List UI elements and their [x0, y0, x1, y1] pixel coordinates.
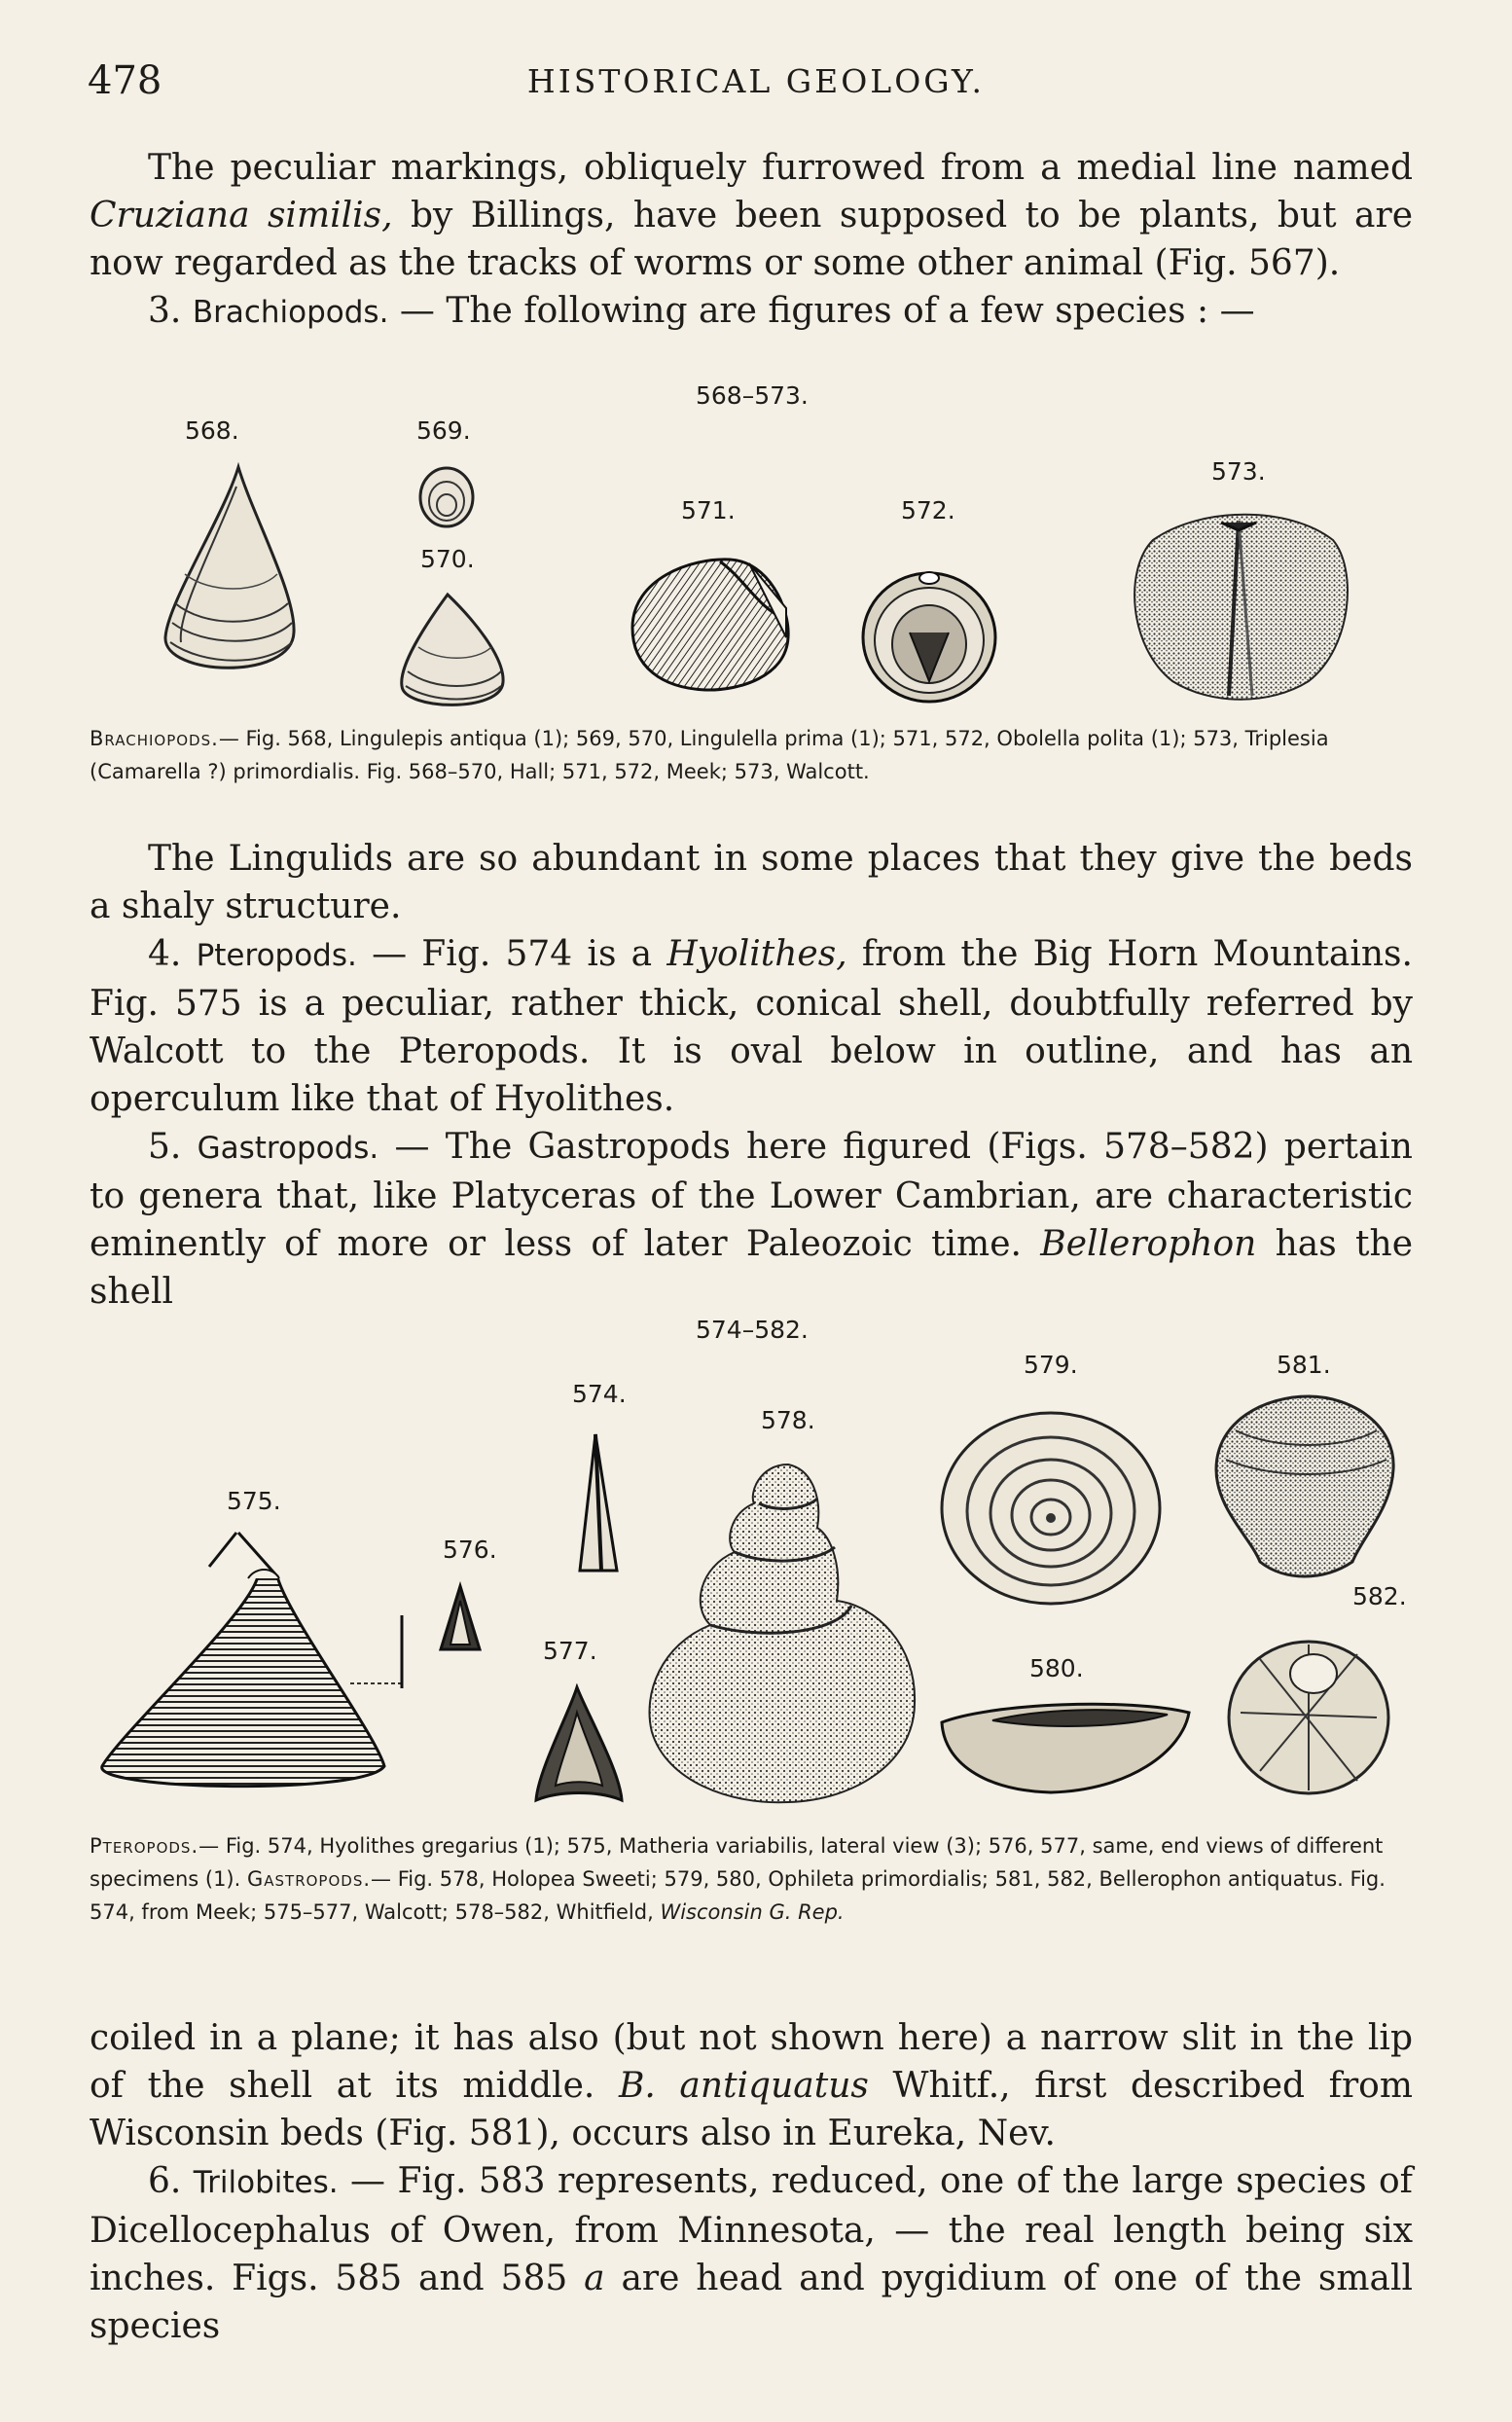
text: are head and pygidium of one of the small species	[90, 2259, 1413, 2346]
figure-caption-pteropods-gastropods	[90, 1829, 1413, 1929]
caption-heading: Gastropods.	[246, 1867, 372, 1891]
figure-label-581: 581.	[1277, 1351, 1331, 1379]
figure-label-578: 578.	[761, 1406, 815, 1434]
caption-text: — Fig. 574, Hyolithes gregarius (1); 575, Matheria variabilis, lateral view (3); 576, 577, same, end views of different specimens (1).	[90, 1834, 1384, 1891]
text: — Fig. 574 is a	[372, 934, 653, 974]
lingulella-small-illustration	[413, 462, 481, 530]
hyolithes-illustration	[574, 1430, 623, 1576]
figure-label-572: 572.	[901, 496, 955, 524]
figure-label-576: 576.	[443, 1536, 497, 1564]
italic-term: B. antiquatus	[618, 2066, 869, 2106]
figure-caption-brachiopods	[90, 722, 1413, 788]
text: coiled in a plane; it has also (but not shown here) a narrow slit in the lip of the shell at its middle.	[90, 2018, 1413, 2106]
figure-label-580: 580.	[1029, 1654, 1084, 1682]
figure-label-575: 575.	[227, 1487, 281, 1515]
text: from the Big Horn Mountains. Fig. 575 is a peculiar, rather thick, conical shell, doubtfully referred by Walcott to the Pteropods. It is oval below in outline, and has an operculum like that of Hyolithes.	[90, 934, 1413, 1119]
italic-term: Bellerophon	[1040, 1224, 1257, 1264]
lingulella-illustration	[394, 589, 511, 715]
caption-heading: Pteropods.	[90, 1834, 199, 1858]
paragraph-lingulids-pteropods-gastropods	[90, 835, 1413, 1316]
obolella-interior-illustration	[856, 564, 1002, 705]
text: — The following are figures of a few species : —	[399, 291, 1255, 331]
triplesia-illustration	[1124, 501, 1357, 705]
text: — The Gastropods here figured (Figs. 578–582) pertain to genera that, like Platyceras of the Lower Cambrian, are characteristic eminently of more or less of later Paleozoic time.	[90, 1127, 1413, 1264]
section-number: 6.	[148, 2161, 182, 2201]
figure-label-574: 574.	[572, 1380, 627, 1408]
bellerophon-side-illustration	[1221, 1625, 1396, 1800]
italic-term: a	[584, 2259, 605, 2298]
figure-label-569: 569.	[416, 416, 471, 445]
figure-label-579: 579.	[1024, 1351, 1078, 1379]
ophileta-side-illustration	[934, 1693, 1197, 1800]
caption-heading: Brachiopods.	[90, 727, 219, 750]
matheria-end-view-illustration	[436, 1581, 485, 1659]
caption-italic: Wisconsin G. Rep.	[660, 1900, 845, 1924]
figure-label-577: 577.	[543, 1637, 597, 1665]
figure-label-570: 570.	[420, 545, 475, 573]
italic-term: Hyolithes,	[666, 934, 847, 974]
figure-label-573: 573.	[1211, 457, 1266, 486]
section-heading: Brachiopods.	[192, 295, 389, 330]
section-number: 5.	[148, 1127, 182, 1167]
lingulepis-shell-illustration	[156, 457, 302, 691]
section-heading: Pteropods.	[196, 938, 357, 973]
matheria-end-view-2-illustration	[530, 1683, 628, 1810]
figure-label-582: 582.	[1352, 1582, 1407, 1610]
paragraph-bellerophon-trilobites	[90, 2014, 1413, 2350]
running-header: HISTORICAL GEOLOGY.	[526, 62, 986, 100]
holopea-illustration	[642, 1460, 924, 1810]
figure-label-568: 568.	[185, 416, 239, 445]
section-heading: Gastropods.	[197, 1131, 379, 1166]
text: The Lingulids are so abundant in some places that they give the beds a shaly structure.	[90, 839, 1413, 926]
paragraph-cruziana	[90, 144, 1413, 337]
matheria-lateral-illustration	[92, 1518, 414, 1800]
section-number: 3.	[148, 291, 182, 331]
italic-term: Cruziana similis,	[90, 196, 393, 235]
page-number: 478	[88, 58, 162, 103]
figure-range-label: 568–573.	[696, 381, 809, 410]
figure-label-571: 571.	[681, 496, 736, 524]
obolella-exterior-illustration	[623, 550, 798, 696]
section-heading: Trilobites.	[193, 2165, 339, 2200]
text: has the shell	[90, 1224, 1413, 1312]
caption-text: — Fig. 568, Lingulepis antiqua (1); 569, 570, Lingulella prima (1); 571, 572, Obolella polita (1); 573, Triplesia (Camarella ?) primordialis. Fig. 568–570, Hall; 571, 572, Meek; 573, Walcott.	[90, 727, 1329, 783]
text: Whitf., first described from Wisconsin beds (Fig. 581), occurs also in Eureka, Nev.	[90, 2066, 1413, 2153]
bellerophon-front-illustration	[1206, 1392, 1401, 1586]
figure-range-label: 574–582.	[696, 1316, 809, 1344]
ophileta-top-illustration	[934, 1406, 1168, 1610]
caption-text: — Fig. 578, Holopea Sweeti; 579, 580, Ophileta primordialis; 581, 582, Bellerophon antiquatus. Fig. 574, from Meek; 575–577, Walcott; 578–582, Whitfield,	[90, 1867, 1386, 1924]
text: — Fig. 583 represents, reduced, one of the large species of Dicellocephalus of Owen, from Minnesota, — the real length being six inches. Figs. 585 and 585	[90, 2161, 1413, 2298]
section-number: 4.	[148, 934, 182, 974]
text: by Billings, have been supposed to be plants, but are now regarded as the tracks of worms or some other animal (Fig. 567).	[90, 196, 1413, 283]
text: The peculiar markings, obliquely furrowed from a medial line named	[148, 148, 1413, 188]
